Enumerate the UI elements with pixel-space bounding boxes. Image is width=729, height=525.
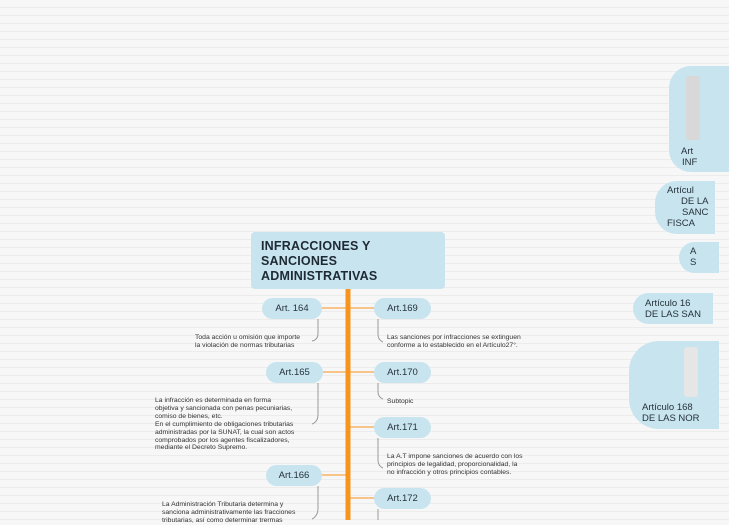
node-label-line: FISCA bbox=[667, 218, 695, 229]
node-label: Art.171 bbox=[387, 422, 418, 433]
node-label-line: INF bbox=[682, 157, 698, 168]
note-line: la violación de normas tributarias bbox=[195, 341, 295, 349]
central-topic-line: INFRACCIONES Y bbox=[261, 239, 371, 253]
node-label-line: Artículo 168 bbox=[642, 402, 693, 413]
note-line: La Administración Tributaria determina y bbox=[162, 501, 284, 508]
note-line: Toda acción u omisión que importe bbox=[195, 334, 301, 341]
node-art-164[interactable] bbox=[262, 298, 322, 319]
note-line: La infracción es determinada en forma bbox=[155, 397, 271, 404]
node-label-line: DE LA bbox=[681, 196, 709, 207]
far-right-node-3[interactable] bbox=[679, 242, 719, 273]
note-line: tributarias, así como determinar trermas bbox=[162, 516, 283, 524]
note-connector-right-1 bbox=[378, 319, 383, 342]
note-line: sanciona administrativamente las fracciones bbox=[162, 508, 296, 516]
note-art-169 bbox=[387, 334, 521, 350]
note-connector-left-3 bbox=[312, 486, 318, 519]
node-label-line: DE LAS SAN bbox=[645, 309, 701, 320]
central-topic[interactable] bbox=[251, 232, 445, 289]
node-art-165[interactable] bbox=[266, 362, 323, 383]
node-label: Art.172 bbox=[387, 493, 418, 504]
note-art-165 bbox=[155, 397, 294, 452]
node-label-line: A bbox=[690, 246, 697, 257]
note-line: administradas por la SUNAT, la cual son actos bbox=[155, 428, 295, 436]
node-label-line: Artículo 16 bbox=[645, 298, 691, 309]
note-art-170 bbox=[387, 398, 413, 406]
node-art-170[interactable] bbox=[374, 362, 431, 383]
note-art-164 bbox=[195, 334, 300, 350]
note-line: comprobados por los agentes fiscalizadores, bbox=[155, 436, 290, 444]
note-line: no infracción y otros principios contables. bbox=[387, 468, 512, 476]
node-label: Art.166 bbox=[278, 470, 310, 481]
central-topic-line: SANCIONES bbox=[261, 254, 338, 268]
note-connector-right-2 bbox=[378, 383, 383, 399]
note-line: principios de legalidad, proporcionalidad, la bbox=[387, 460, 518, 468]
node-label-line: Artícul bbox=[667, 185, 694, 196]
far-right-node-2[interactable] bbox=[655, 181, 715, 234]
note-connector-right-3 bbox=[378, 438, 383, 468]
node-label-line: S bbox=[690, 257, 697, 268]
note-line: objetiva y sancionada con penas pecuniarias, bbox=[155, 404, 293, 412]
node-art-171[interactable] bbox=[374, 417, 431, 438]
node-label: Art.165 bbox=[279, 367, 310, 378]
node-label: Art. 164 bbox=[275, 303, 309, 314]
node-art-169[interactable] bbox=[374, 298, 431, 319]
note-line: La A.T impone sanciones de acuerdo con los bbox=[387, 453, 523, 460]
note-line: mediante el Decreto Supremo. bbox=[155, 444, 248, 452]
central-topic-line: ADMINISTRATIVAS bbox=[261, 269, 378, 283]
note-line: Las sanciones por infracciones se extinguen bbox=[387, 334, 521, 341]
note-art-166 bbox=[162, 501, 295, 525]
node-art-172[interactable] bbox=[374, 488, 431, 509]
node-image bbox=[686, 76, 700, 140]
note-line: Subtopic bbox=[387, 398, 414, 405]
node-label-line: SANC bbox=[682, 207, 709, 218]
note-line: comiso de bienes, etc. bbox=[155, 412, 223, 420]
note-line: En el cumplimiento de obligaciones tributarias bbox=[155, 420, 294, 428]
note-connector-left-1 bbox=[312, 319, 318, 341]
note-line: conforme a lo establecido en el Artículo27°. bbox=[387, 341, 518, 349]
note-connector-left-2 bbox=[312, 383, 318, 424]
node-label: Art.169 bbox=[387, 303, 418, 314]
node-label: Art.170 bbox=[387, 367, 418, 378]
node-label-line: Art bbox=[681, 146, 694, 157]
far-right-node-4[interactable] bbox=[633, 293, 713, 324]
node-label-line: DE LAS NOR bbox=[642, 413, 700, 424]
node-art-166[interactable] bbox=[266, 465, 322, 486]
note-art-171 bbox=[387, 453, 523, 477]
far-right-node-5[interactable] bbox=[629, 341, 719, 429]
node-image bbox=[684, 347, 698, 397]
